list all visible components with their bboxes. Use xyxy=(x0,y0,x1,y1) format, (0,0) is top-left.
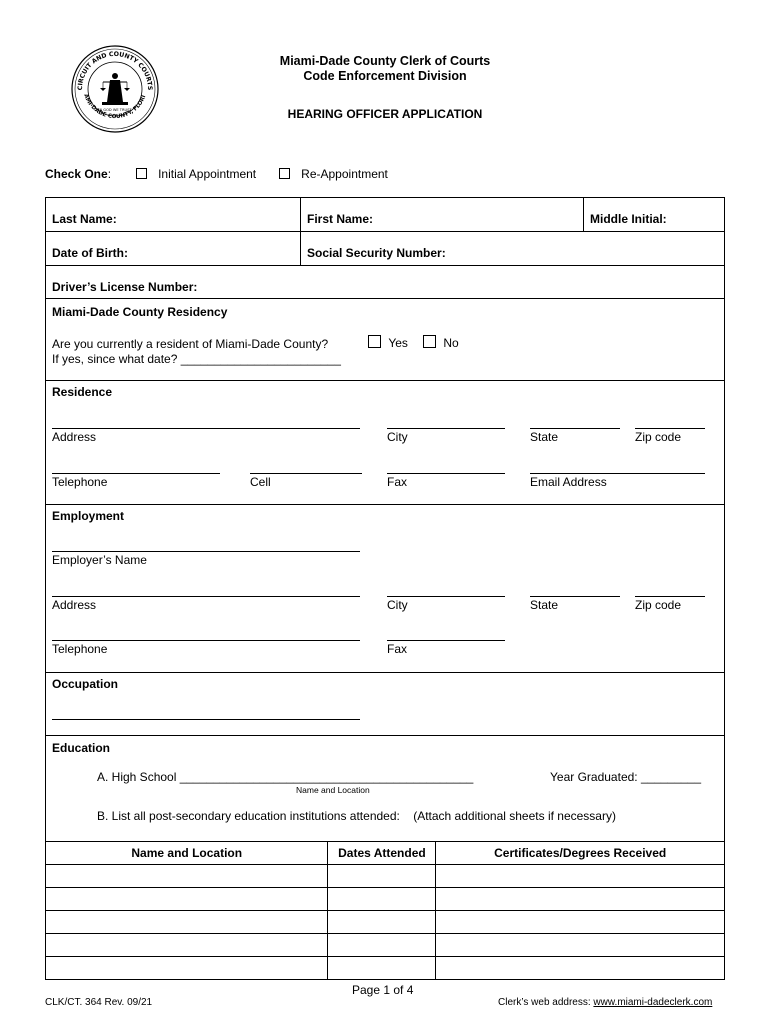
divider xyxy=(583,197,584,231)
table-row xyxy=(46,911,725,934)
education-heading: Education xyxy=(52,741,111,755)
residence-telephone-label: Telephone xyxy=(52,475,108,489)
residency-no-label: No xyxy=(443,336,459,350)
high-school-field[interactable]: A. High School ____________________________________________ xyxy=(97,770,474,784)
residency-yes-label: Yes xyxy=(388,336,408,350)
initial-appointment-label: Initial Appointment xyxy=(158,167,257,181)
reappointment-checkbox[interactable] xyxy=(279,168,290,179)
residency-heading: Miami-Dade County Residency xyxy=(52,305,228,319)
residence-address-label: Address xyxy=(52,430,97,444)
residence-city-line[interactable] xyxy=(387,428,505,429)
education-table-header xyxy=(46,842,725,865)
check-one-row xyxy=(45,167,388,181)
table-row xyxy=(46,957,725,980)
residence-telephone-line[interactable] xyxy=(52,473,220,474)
residence-heading: Residence xyxy=(52,385,113,399)
col-name-location: Name and Location xyxy=(46,842,328,865)
employment-telephone-label: Telephone xyxy=(52,642,108,656)
seal-bottom-text: AMI-DADE COUNTY, FLORI xyxy=(82,93,148,121)
divider xyxy=(45,380,725,381)
residence-city-label: City xyxy=(387,430,408,444)
division-name: Code Enforcement Division xyxy=(303,69,467,83)
web-address-label: Clerk’s web address: xyxy=(498,997,594,1008)
residency-yes-option xyxy=(368,335,408,350)
divider xyxy=(300,197,301,265)
ssn-field[interactable]: Social Security Number: xyxy=(307,246,446,260)
residency-no-option xyxy=(423,335,459,350)
residence-zip-label: Zip code xyxy=(635,430,682,444)
residence-state-label: State xyxy=(530,430,559,444)
employment-address-line[interactable] xyxy=(52,596,360,597)
residency-since-date[interactable]: If yes, since what date? ________________________ xyxy=(52,352,341,366)
seal-inner-text: IN GOD WE TRUST xyxy=(98,108,132,112)
table-cell[interactable] xyxy=(46,911,328,934)
check-one-colon: : xyxy=(107,167,112,181)
year-graduated-field[interactable]: Year Graduated: _________ xyxy=(550,770,702,784)
table-cell[interactable] xyxy=(436,888,725,911)
divider xyxy=(45,231,725,232)
page-number: Page 1 of 4 xyxy=(352,983,414,997)
reappointment-label: Re-Appointment xyxy=(301,167,388,181)
residence-address-line[interactable] xyxy=(52,428,360,429)
table-cell[interactable] xyxy=(328,934,436,957)
table-cell[interactable] xyxy=(328,911,436,934)
table-cell[interactable] xyxy=(436,957,725,980)
first-name-field[interactable]: First Name: xyxy=(307,212,374,226)
employment-zip-label: Zip code xyxy=(635,598,682,612)
form-code: CLK/CT. 364 Rev. 09/21 xyxy=(45,997,153,1008)
table-cell[interactable] xyxy=(46,865,328,888)
divider xyxy=(45,672,725,673)
name-location-caption: Name and Location xyxy=(296,785,370,795)
employer-name-label: Employer’s Name xyxy=(52,553,147,567)
employment-fax-label: Fax xyxy=(387,642,408,656)
employment-state-label: State xyxy=(530,598,559,612)
divider xyxy=(45,504,725,505)
employer-name-line[interactable] xyxy=(52,551,360,552)
residency-no-checkbox[interactable] xyxy=(423,335,436,348)
middle-initial-field[interactable]: Middle Initial: xyxy=(590,212,667,226)
residence-fax-label: Fax xyxy=(387,475,408,489)
occupation-line[interactable] xyxy=(52,719,360,720)
residence-state-line[interactable] xyxy=(530,428,620,429)
table-cell[interactable] xyxy=(46,934,328,957)
table-row xyxy=(46,865,725,888)
table-cell[interactable] xyxy=(328,865,436,888)
table-row xyxy=(46,888,725,911)
divider xyxy=(45,298,725,299)
col-dates-attended: Dates Attended xyxy=(328,842,436,865)
employment-telephone-line[interactable] xyxy=(52,640,360,641)
table-cell[interactable] xyxy=(436,911,725,934)
initial-appointment-checkbox[interactable] xyxy=(136,168,147,179)
table-cell[interactable] xyxy=(328,957,436,980)
divider xyxy=(45,265,725,266)
employment-zip-line[interactable] xyxy=(635,596,705,597)
residency-question: Are you currently a resident of Miami-Dade County? xyxy=(52,337,329,351)
employment-state-line[interactable] xyxy=(530,596,620,597)
education-table xyxy=(45,841,725,980)
col-certificates-degrees: Certificates/Degrees Received xyxy=(436,842,725,865)
table-cell[interactable] xyxy=(46,888,328,911)
post-secondary-instruction xyxy=(97,809,616,823)
residence-fax-line[interactable] xyxy=(387,473,505,474)
org-name: Miami-Dade County Clerk of Courts xyxy=(279,54,491,68)
employment-fax-line[interactable] xyxy=(387,640,505,641)
date-of-birth-field[interactable]: Date of Birth: xyxy=(52,246,128,260)
employment-address-label: Address xyxy=(52,598,97,612)
web-address xyxy=(498,997,712,1008)
employment-city-label: City xyxy=(387,598,408,612)
residence-cell-label: Cell xyxy=(250,475,271,489)
table-cell[interactable] xyxy=(46,957,328,980)
residency-yes-checkbox[interactable] xyxy=(368,335,381,348)
seal-outer-text: CIRCUIT AND COUNTY COURTS xyxy=(76,50,154,91)
residence-email-label: Email Address xyxy=(530,475,607,489)
occupation-heading: Occupation xyxy=(52,677,119,691)
divider xyxy=(45,735,725,736)
residence-email-line[interactable] xyxy=(530,473,705,474)
form-title: HEARING OFFICER APPLICATION xyxy=(287,107,483,121)
attach-note: (Attach additional sheets if necessary) xyxy=(413,809,616,823)
table-cell[interactable] xyxy=(328,888,436,911)
drivers-license-field[interactable]: Driver’s License Number: xyxy=(52,280,198,294)
residence-zip-line[interactable] xyxy=(635,428,705,429)
table-cell[interactable] xyxy=(436,934,725,957)
clerk-seal xyxy=(70,44,160,134)
residence-cell-line[interactable] xyxy=(250,473,362,474)
employment-city-line[interactable] xyxy=(387,596,505,597)
employment-heading: Employment xyxy=(52,509,125,523)
post-secondary-label: B. List all post-secondary education institutions attended: xyxy=(97,809,400,823)
clerk-website-link[interactable]: www.miami-dadeclerk.com xyxy=(593,997,713,1008)
last-name-field[interactable]: Last Name: xyxy=(52,212,117,226)
table-cell[interactable] xyxy=(436,865,725,888)
check-one-label: Check One xyxy=(45,167,108,181)
table-row xyxy=(46,934,725,957)
